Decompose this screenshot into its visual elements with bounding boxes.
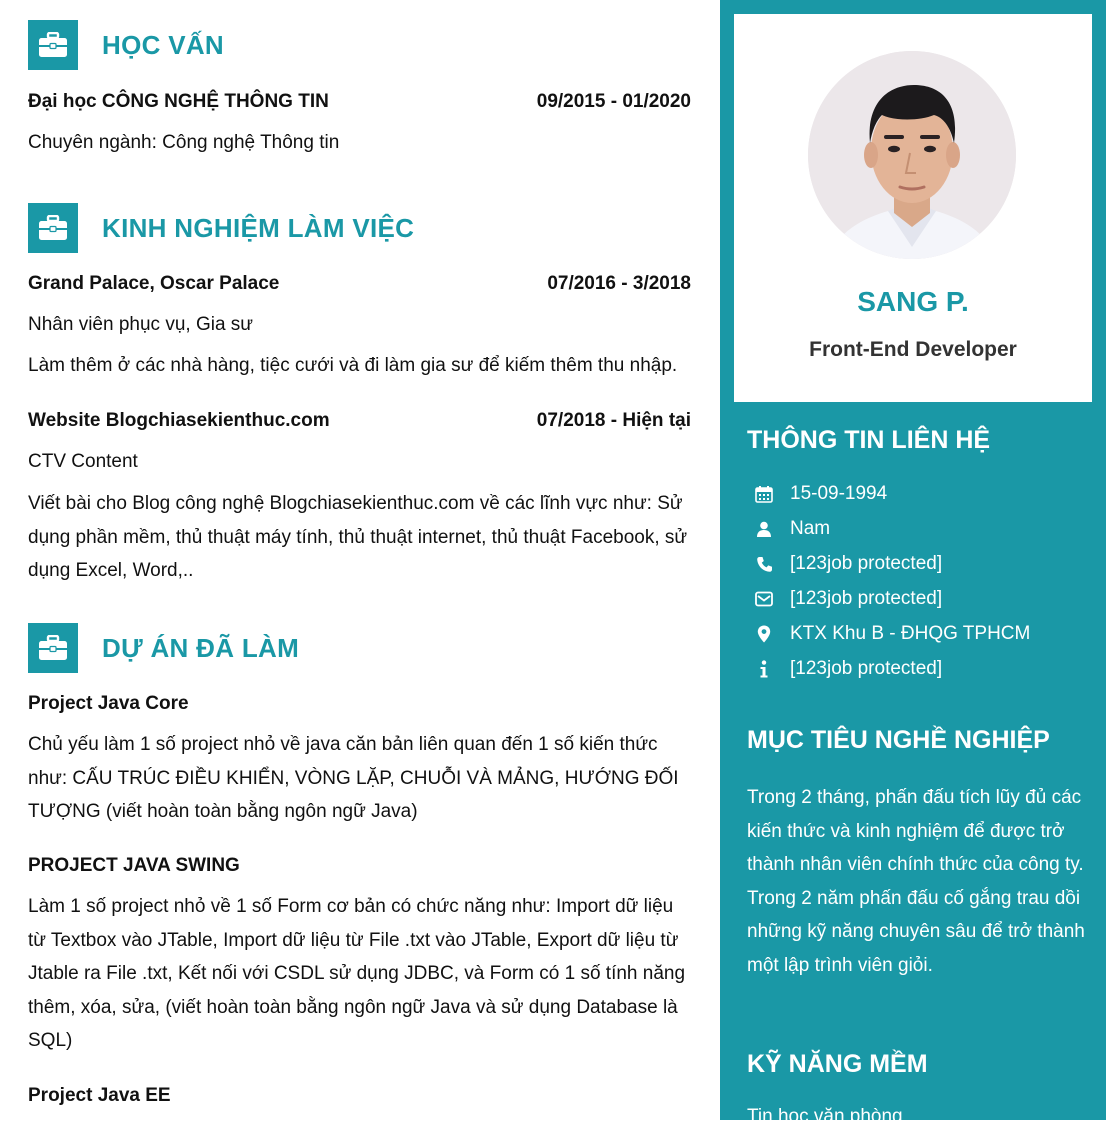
contact-birthday (753, 483, 887, 505)
soft-skill-item: Tin học văn phòng (747, 1106, 903, 1127)
sidebar (720, 0, 1106, 1127)
briefcase-icon (28, 203, 78, 253)
info-icon (753, 658, 775, 680)
job-position: Nhân viên phục vụ, Gia sư (28, 314, 254, 335)
contact-email (753, 588, 942, 610)
email-value: [123job protected] (790, 588, 943, 609)
school-name: Đại học CÔNG NGHỆ THÔNG TIN (28, 91, 329, 112)
calendar-icon (753, 483, 775, 505)
education-period: 09/2015 - 01/2020 (536, 91, 691, 112)
projects-title: DỰ ÁN ĐÃ LÀM (102, 632, 300, 663)
job-row (28, 273, 691, 295)
job-period: 07/2016 - 3/2018 (547, 273, 691, 294)
profile-role: Front-End Developer (809, 338, 1017, 361)
info-value: [123job protected] (790, 658, 943, 679)
project-name: Project Java EE (28, 1085, 171, 1106)
envelope-icon (753, 588, 775, 610)
job-description: Làm thêm ở các nhà hàng, tiệc cưới và đi làm gia sư để kiếm thêm thu nhập. (28, 355, 678, 376)
contact-phone (753, 553, 942, 575)
education-major: Chuyên ngành: Công nghệ Thông tin (28, 132, 340, 153)
project-name: PROJECT JAVA SWING (28, 855, 240, 876)
education-row (28, 91, 691, 113)
goal-text: Trong 2 tháng, phấn đấu tích lũy đủ các kiến thức và kinh nghiệm để được trở thành nhân viên chính thức của công ty. Trong 2 năm phấn đấu cố gắng trau dồi những kỹ năng chuyên sâu để trở thành một lập trình viên giỏi. (747, 787, 1085, 976)
soft-skills-title: KỸ NĂNG MỀM (747, 1050, 928, 1078)
user-icon (753, 518, 775, 540)
contact-address (753, 623, 1030, 645)
phone-icon (753, 553, 775, 575)
project-description: Làm 1 số project nhỏ về 1 số Form cơ bản có chức năng như: Import dữ liệu từ Textbox vào JTable, Import dữ liệu từ File .txt vào JTable, Export dữ liệu từ Jtable ra File .txt, Kết nối với CSDL sử dụng JDBC, và Form có 1 số tính năng thêm, xóa, sửa, (viết hoàn toàn bằng ngôn ngữ Java và sử dụng Database là SQL) (28, 896, 686, 1051)
gender-value: Nam (790, 518, 831, 539)
projects-section-header (28, 623, 299, 673)
phone-value: [123job protected] (790, 553, 943, 574)
job-company: Grand Palace, Oscar Palace (28, 273, 280, 294)
birthday-value: 15-09-1994 (790, 483, 888, 504)
briefcase-icon (28, 20, 78, 70)
experience-section-header (28, 203, 414, 253)
contact-gender (753, 518, 830, 540)
avatar (808, 51, 1016, 259)
goal-title: MỤC TIÊU NGHỀ NGHIỆP (747, 726, 1050, 754)
job-position: CTV Content (28, 451, 138, 472)
address-value: KTX Khu B - ĐHQG TPHCM (790, 623, 1031, 644)
job-company: Website Blogchiasekienthuc.com (28, 410, 330, 431)
job-description: Viết bài cho Blog công nghệ Blogchiasekienthuc.com về các lĩnh vực như: Sử dụng phần mềm, thủ thuật máy tính, thủ thuật internet, thủ thuật Facebook, sử dụng Excel, Word,.. (28, 493, 688, 581)
briefcase-icon (28, 623, 78, 673)
contact-info (753, 658, 942, 680)
education-section-header (28, 20, 224, 70)
job-period: 07/2018 - Hiện tại (536, 410, 691, 431)
project-description: Chủ yếu làm 1 số project nhỏ về java căn bản liên quan đến 1 số kiến thức như: CẤU TRÚC ĐIỀU KHIỂN, VÒNG LẶP, CHUỖI VÀ MẢNG, HƯỚNG ĐỐI TƯỢNG (viết hoàn toàn bằng ngôn ngữ Java) (28, 734, 679, 822)
map-marker-icon (753, 623, 775, 645)
contact-title: THÔNG TIN LIÊN HỆ (747, 426, 991, 454)
job-row (28, 410, 691, 432)
experience-title: KINH NGHIỆM LÀM VIỆC (102, 212, 415, 243)
project-name: Project Java Core (28, 693, 189, 714)
education-title: HỌC VẤN (102, 29, 224, 60)
profile-name: SANG P. (857, 286, 969, 317)
profile-card (734, 14, 1092, 402)
